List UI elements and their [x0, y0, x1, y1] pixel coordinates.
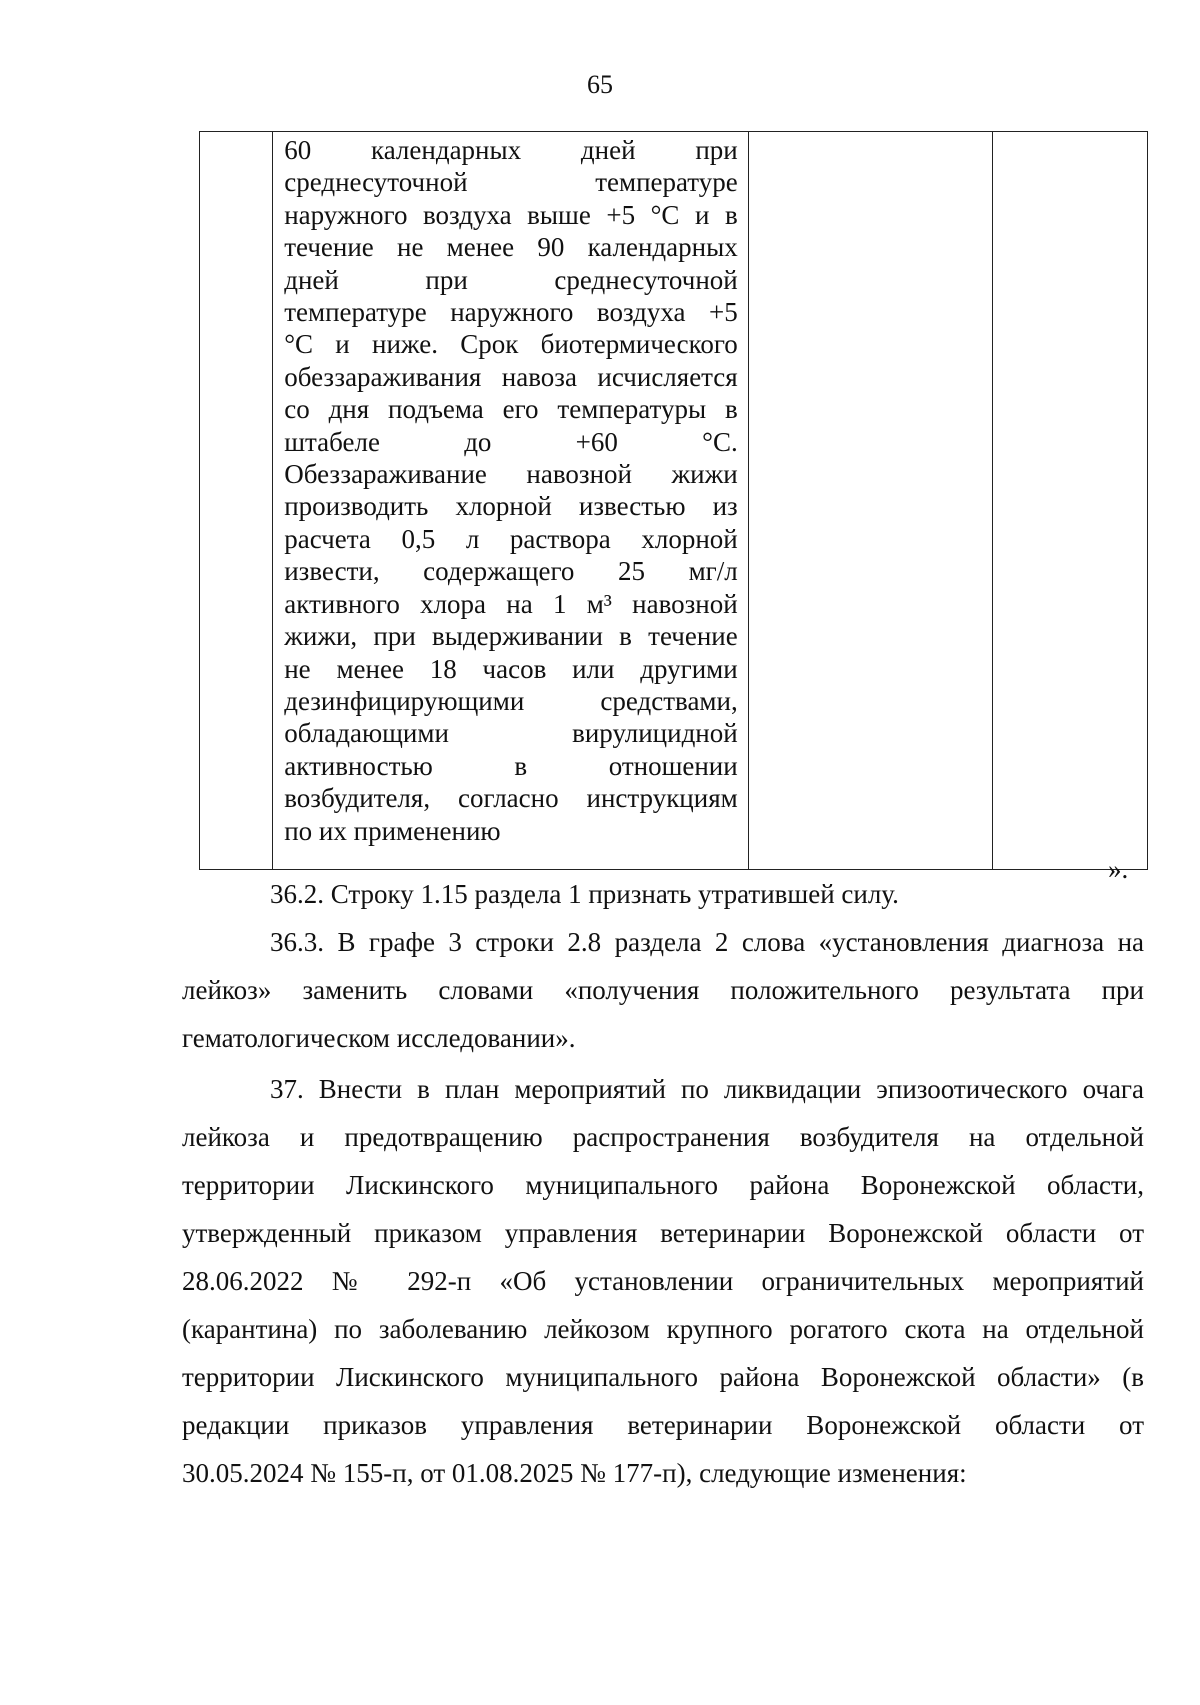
- table-cell-line: активностью в отношении: [284, 750, 738, 781]
- table-cell-line: 60 календарных дней при: [284, 135, 738, 165]
- table-cell-responsible: [993, 132, 1148, 870]
- measures-table: [199, 131, 1148, 870]
- measures-text: [273, 132, 748, 847]
- paragraph-36-2: [182, 870, 1144, 918]
- paragraph-line: 37. Внести в план мероприятий по ликвидации эпизоотического очага: [270, 1074, 1144, 1104]
- table-cell-line: жижи, при выдерживании в течение: [284, 621, 738, 652]
- paragraph-line: 28.06.2022 № 292-п «Об установлении ограничительных мероприятий: [182, 1266, 1144, 1296]
- table-cell-line: температуре наружного воздуха +5: [284, 297, 738, 328]
- table-cell-line: возбудителя, согласно инструкциям: [284, 783, 738, 814]
- paragraph-line: утвержденный приказом управления ветеринарии Воронежской области от: [182, 1218, 1144, 1248]
- table-cell-line: Обеззараживание навозной жижи: [284, 459, 738, 490]
- closing-quote: ».: [1108, 854, 1129, 884]
- paragraph-line: 36.3. В графе 3 строки 2.8 раздела 2 слова «установления диагноза на: [270, 927, 1144, 957]
- paragraph-37: [182, 1065, 1144, 1497]
- table-cell-line: обеззараживания навоза исчисляется: [284, 361, 738, 392]
- table-cell-line: наружного воздуха выше +5 °С и в: [284, 199, 738, 230]
- table-cell-line: °С и ниже. Срок биотермического: [284, 329, 738, 360]
- table-cell-line: по их применению: [284, 815, 501, 846]
- paragraph-line: территории Лискинского муниципального района Воронежской области» (в: [182, 1362, 1144, 1392]
- paragraph-line: редакции приказов управления ветеринарии Воронежской области от: [182, 1410, 1144, 1440]
- table-cell-line: дней при среднесуточной: [284, 264, 738, 295]
- table-cell-line: среднесуточной температуре: [284, 167, 738, 198]
- table-cell-line: производить хлорной известью из: [284, 491, 738, 522]
- table-cell-number: [200, 132, 273, 870]
- table-cell-line: штабеле до +60 °С.: [284, 426, 738, 457]
- paragraph-line: 30.05.2024 № 155-п, от 01.08.2025 № 177-п), следующие изменения:: [182, 1458, 967, 1488]
- paragraph-line: (карантина) по заболеванию лейкозом крупного рогатого скота на отдельной: [182, 1314, 1144, 1344]
- table-cell-measures: [273, 132, 749, 870]
- table-cell-line: со дня подъема его температуры в: [284, 394, 738, 425]
- paragraph-line: гематологическом исследовании».: [182, 1023, 576, 1053]
- table-cell-line: расчета 0,5 л раствора хлорной: [284, 523, 738, 554]
- table-cell-line: обладающими вирулицидной: [284, 718, 738, 749]
- paragraph-line: 36.2. Строку 1.15 раздела 1 признать утратившей силу.: [270, 879, 899, 909]
- table-cell-line: не менее 18 часов или другими: [284, 653, 738, 684]
- table-cell-line: извести, содержащего 25 мг/л: [284, 556, 738, 587]
- paragraph-line: лейкоз» заменить словами «получения положительного результата при: [182, 975, 1144, 1005]
- page-number: 65: [587, 70, 613, 99]
- paragraph-line: территории Лискинского муниципального района Воронежской области,: [182, 1170, 1144, 1200]
- paragraph-line: лейкоза и предотвращению распространения возбудителя на отдельной: [182, 1122, 1144, 1152]
- table-row: [200, 132, 1148, 870]
- table-cell-deadline: [748, 132, 993, 870]
- table-cell-line: дезинфицирующими средствами,: [284, 685, 738, 716]
- table-cell-line: течение не менее 90 календарных: [284, 232, 738, 263]
- table-cell-line: активного хлора на 1 м³ навозной: [284, 588, 738, 619]
- paragraph-36-3: [182, 918, 1144, 1062]
